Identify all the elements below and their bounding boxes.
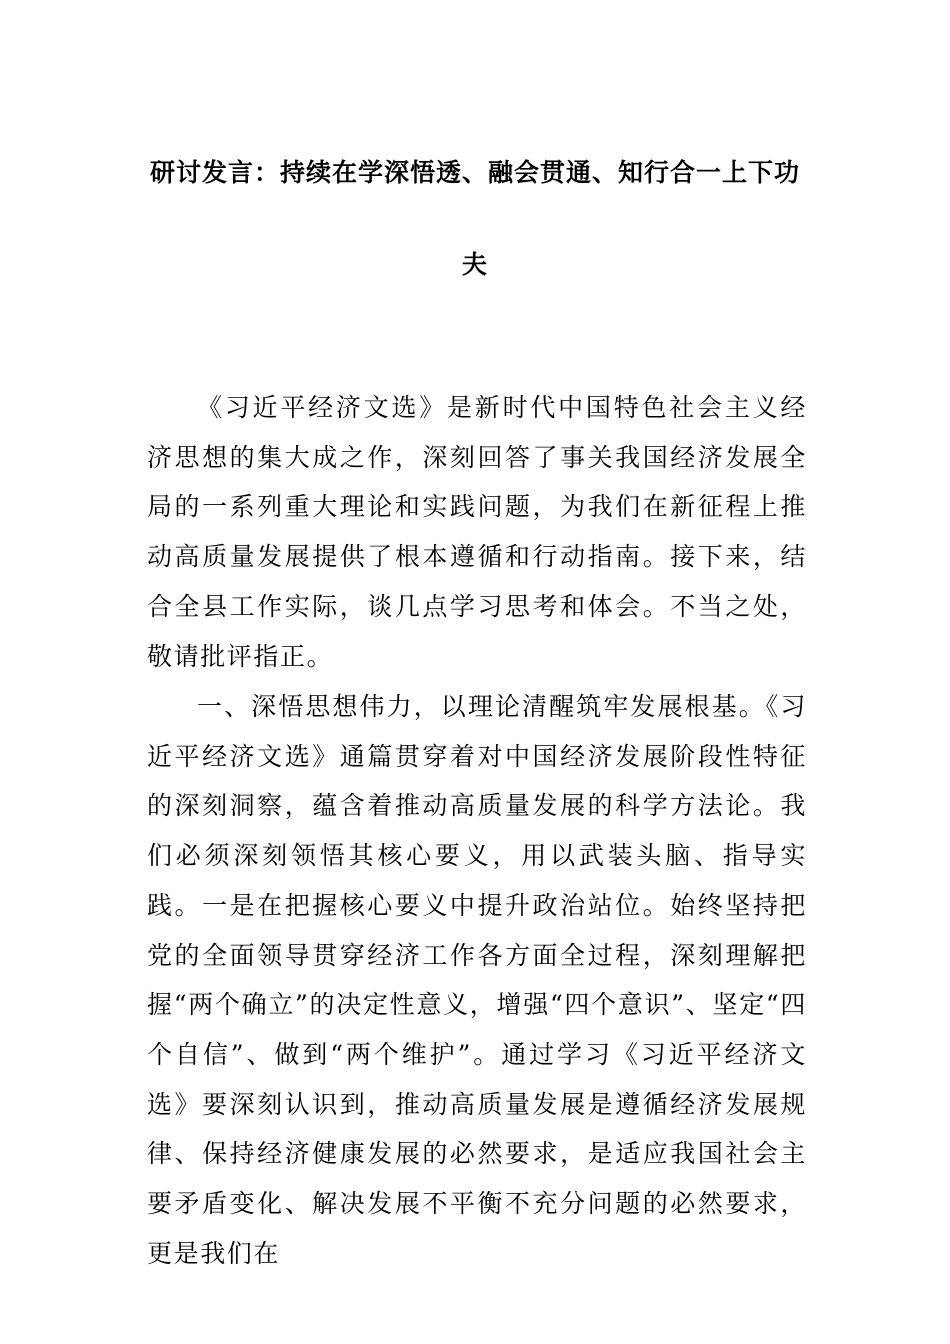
- body-paragraph-block-2: [147, 682, 807, 1278]
- body-paragraph-block-1: [147, 383, 807, 681]
- paragraph-intro: 《习近平经济文选》是新时代中国特色社会主义经济思想的集大成之作，深刻回答了事关我国经济发展全局的一系列重大理论和实践问题，为我们在新征程上推动高质量发展提供了根本遵循和行动指南。接下来，结合全县工作实际，谈几点学习思考和体会。不当之处，敬请批评指正。: [147, 393, 807, 671]
- document-title-line-2: 夫: [461, 250, 488, 279]
- document-title-line-1: 研讨发言：持续在学深悟透、融会贯通、知行合一上下功: [149, 158, 800, 187]
- paragraph-section-one: 一、深悟思想伟力，以理论清醒筑牢发展根基。《习近平经济文选》通篇贯穿着对中国经济发展阶段性特征的深刻洞察，蕴含着推动高质量发展的科学方法论。我们必须深刻领悟其核心要义，用以武装头脑、指导实践。一是在把握核心要义中提升政治站位。始终坚持把党的全面领导贯穿经济工作各方面全过程，深刻理解把握“两个确立”的决定性意义，增强“四个意识”、坚定“四个自信”、做到“两个维护”。通过学习《习近平经济文选》要深刻认识到，推动高质量发展是遵循经济发展规律、保持经济健康发展的必然要求，是适应我国社会主要矛盾变化、解决发展不平衡不充分问题的必然要求，更是我们在: [147, 692, 807, 1268]
